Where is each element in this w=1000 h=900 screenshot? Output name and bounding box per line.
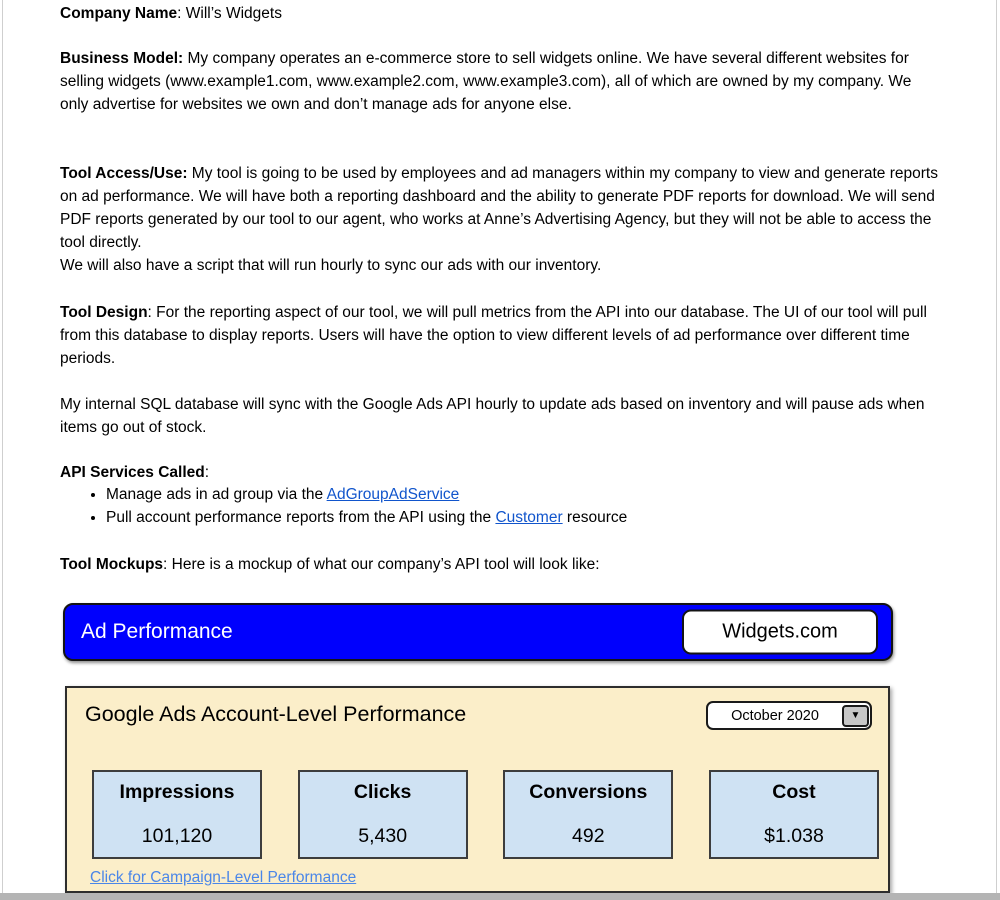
tool-access-paragraph (60, 162, 942, 277)
company-name-value: : Will’s Widgets (177, 5, 282, 22)
bullet-1-pre: Manage ads in ad group via the (106, 486, 327, 503)
mockup-header-bar (63, 603, 893, 661)
sql-note-paragraph (60, 393, 942, 439)
tool-mockups-text: : Here is a mockup of what our company’s API tool will look like: (163, 556, 600, 573)
metric-label: Conversions (529, 781, 648, 803)
account-performance-panel (65, 686, 890, 893)
bullet-2-post: resource (562, 509, 628, 527)
campaign-level-link[interactable]: Click for Campaign-Level Performance (90, 869, 357, 886)
metric-label: Clicks (353, 781, 412, 803)
date-range-value: October 2020 (731, 707, 819, 724)
panel-title: Google Ads Account-Level Performance (85, 702, 467, 726)
tool-design-text: : For the reporting aspect of our tool, we will pull metrics from the API into our database. The UI of our tool will pull from this database to display reports. Users will have the option to view different levels of ad performance over different time periods. (60, 304, 927, 367)
list-item (106, 483, 940, 506)
api-services-colon: : (204, 464, 210, 481)
customer-link[interactable]: Customer (495, 509, 563, 527)
chevron-down-icon[interactable]: ▼ (842, 705, 869, 727)
metric-cards-row (92, 770, 879, 859)
api-services-label: API Services Called (60, 464, 205, 481)
metric-value: $1.038 (764, 825, 824, 847)
tool-access-text-2: We will also have a script that will run hourly to sync our ads with our inventory. (60, 257, 602, 274)
page-edge-right (996, 0, 997, 893)
date-range-dropdown[interactable] (706, 701, 872, 730)
tool-mockups-label: Tool Mockups (60, 556, 164, 573)
tool-design-paragraph (60, 301, 942, 370)
company-name-line (60, 2, 942, 25)
api-services-heading (60, 461, 942, 484)
tool-access-text: My tool is going to be used by employees and ad managers within my company to view and generate reports on ad performance. We will have both a reporting dashboard and the ability to generate PDF reports for download. We will send PDF reports generated by our tool to our agent, who works at Anne’s Advertising Agency, but they will not be able to access the tool directly. (60, 165, 938, 251)
tool-access-label: Tool Access/Use: (60, 165, 188, 182)
adgroupadservice-link[interactable]: AdGroupAdService (326, 486, 460, 503)
business-model-paragraph (60, 47, 942, 116)
business-model-text: My company operates an e-commerce store to sell widgets online. We have several different websites for selling widgets (www.example1.com, www.example2.com, www.example3.com), all of which are owned by my company. We only advertise for websites we own and don’t manage ads for anyone else. (60, 50, 912, 113)
metric-value: 5,430 (358, 825, 408, 847)
business-model-label: Business Model: (60, 50, 184, 67)
metric-label: Impressions (119, 781, 235, 803)
tool-mockups-line (60, 553, 942, 576)
list-item (106, 506, 940, 529)
sql-note-text: My internal SQL database will sync with the Google Ads API hourly to update ads based on inventory and will pause ads when items go out of stock. (60, 396, 925, 436)
cost-card (709, 770, 879, 859)
metric-value: 101,120 (141, 825, 213, 847)
clicks-card (298, 770, 468, 859)
impressions-card (92, 770, 262, 859)
bullet-2-pre: Pull account performance reports from the API using the (106, 509, 496, 527)
mockup-header-title: Ad Performance (81, 620, 233, 643)
widgets-com-button[interactable]: Widgets.com (682, 610, 878, 655)
page-bottom-strip (0, 893, 1000, 900)
tool-design-label: Tool Design (60, 304, 148, 321)
metric-label: Cost (772, 781, 816, 803)
api-services-list (60, 483, 940, 529)
page-edge-left (2, 0, 3, 893)
metric-value: 492 (572, 825, 605, 847)
company-name-label: Company Name (60, 5, 178, 22)
conversions-card (503, 770, 673, 859)
